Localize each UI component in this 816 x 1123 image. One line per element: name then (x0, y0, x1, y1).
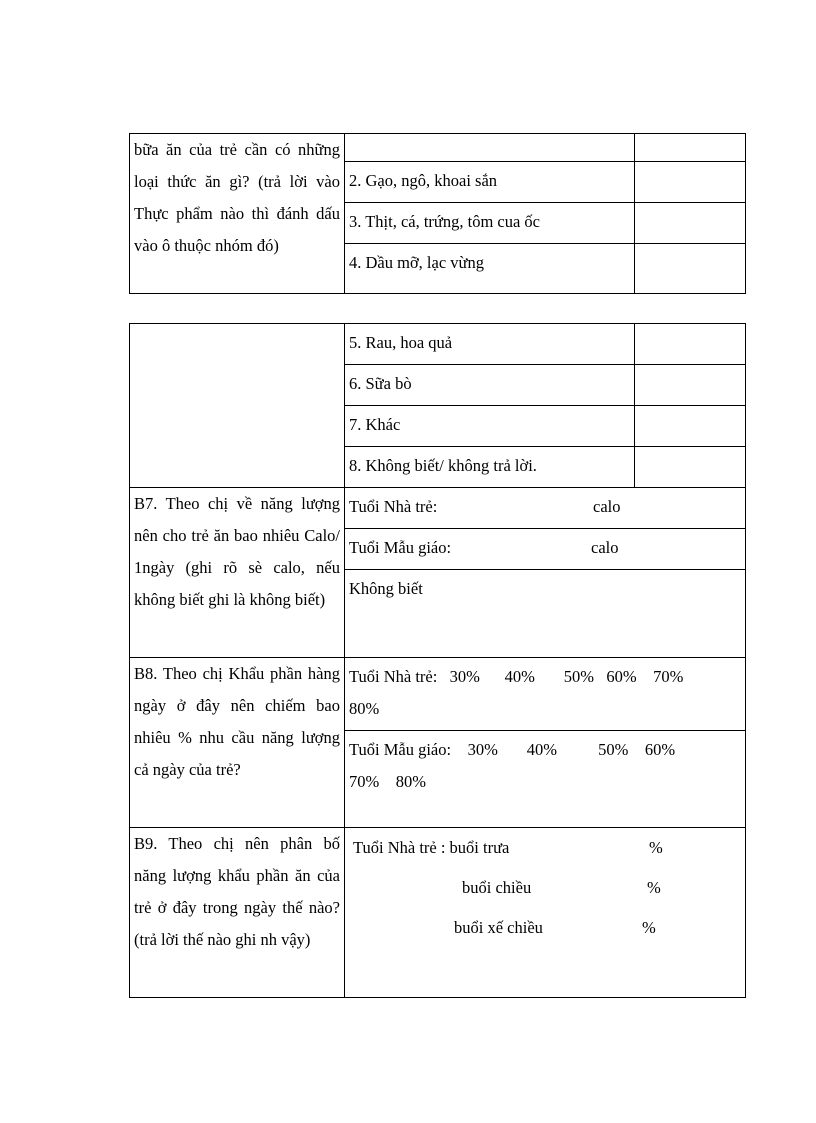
check-cell[interactable] (635, 162, 746, 203)
b9-line1: Tuổi Nhà trẻ : buổi trưa (353, 838, 510, 857)
b8-nhatre-line2: 80% (349, 699, 380, 718)
question-b7: B7. Theo chị về năng lượng nên cho trẻ ăn bao nhiêu Calo/ 1ngày (ghi rõ sè calo, nếu không biết ghi là không biết) (130, 488, 345, 658)
check-cell[interactable] (635, 134, 746, 162)
b8-maugiao-cell[interactable] (345, 731, 746, 828)
question-b8: B8. Theo chị Khẩu phần hàng ngày ở đây nên chiếm bao nhiêu % nhu cầu năng lượng cả ngày của trẻ? (130, 658, 345, 828)
b7-khongbiet-cell[interactable]: Không biết (345, 570, 746, 658)
check-cell[interactable] (635, 447, 746, 488)
b7-nhatre-unit: calo (593, 497, 621, 516)
option-cell: 4. Dầu mỡ, lạc vừng (345, 244, 635, 294)
question-food-groups: bữa ăn của trẻ cần có những loại thức ăn gì? (trả lời vào Thực phẩm nào thì đánh dấu vào ô thuộc nhóm đó) (130, 134, 345, 294)
option-cell: 8. Không biết/ không trả lời. (345, 447, 635, 488)
empty-question-cell (130, 324, 345, 488)
option-cell: 7. Khác (345, 406, 635, 447)
food-group-table-1 (129, 133, 746, 294)
b9-line2: buổi chiều (462, 878, 532, 897)
b7-nhatre-label: Tuổi Nhà trẻ: (349, 497, 438, 516)
b9-answer-cell[interactable] (345, 828, 746, 998)
b7-maugiao-cell[interactable] (345, 529, 746, 570)
b8-maugiao-line1: Tuổi Mẫu giáo: 30% 40% 50% 60% (349, 740, 676, 759)
check-cell[interactable] (635, 406, 746, 447)
check-cell[interactable] (635, 324, 746, 365)
b8-nhatre-cell[interactable] (345, 658, 746, 731)
check-cell[interactable] (635, 365, 746, 406)
b9-line3: buổi xế chiều (454, 918, 543, 937)
b8-nhatre-line1: Tuổi Nhà trẻ: 30% 40% 50% 60% 70% (349, 667, 684, 686)
b7-maugiao-label: Tuổi Mẫu giáo: (349, 538, 452, 557)
option-cell: 5. Rau, hoa quả (345, 324, 635, 365)
option-cell: 6. Sữa bò (345, 365, 635, 406)
b7-maugiao-unit: calo (591, 538, 619, 557)
check-cell[interactable] (635, 203, 746, 244)
b7-nhatre-cell[interactable] (345, 488, 746, 529)
b9-pct-3: % (642, 918, 656, 937)
option-cell (345, 134, 635, 162)
check-cell[interactable] (635, 244, 746, 294)
b8-maugiao-line2: 70% 80% (349, 772, 426, 791)
b9-pct-1: % (649, 838, 663, 857)
option-cell: 3. Thịt, cá, trứng, tôm cua ốc (345, 203, 635, 244)
survey-table-2 (129, 323, 746, 998)
question-b9: B9. Theo chị nên phân bố năng lượng khẩu phần ăn của trẻ ở đây trong ngày thế nào? (trả lời thế nào ghi nh vậy) (130, 828, 345, 998)
b9-pct-2: % (647, 878, 661, 897)
option-cell: 2. Gạo, ngô, khoai sắn (345, 162, 635, 203)
